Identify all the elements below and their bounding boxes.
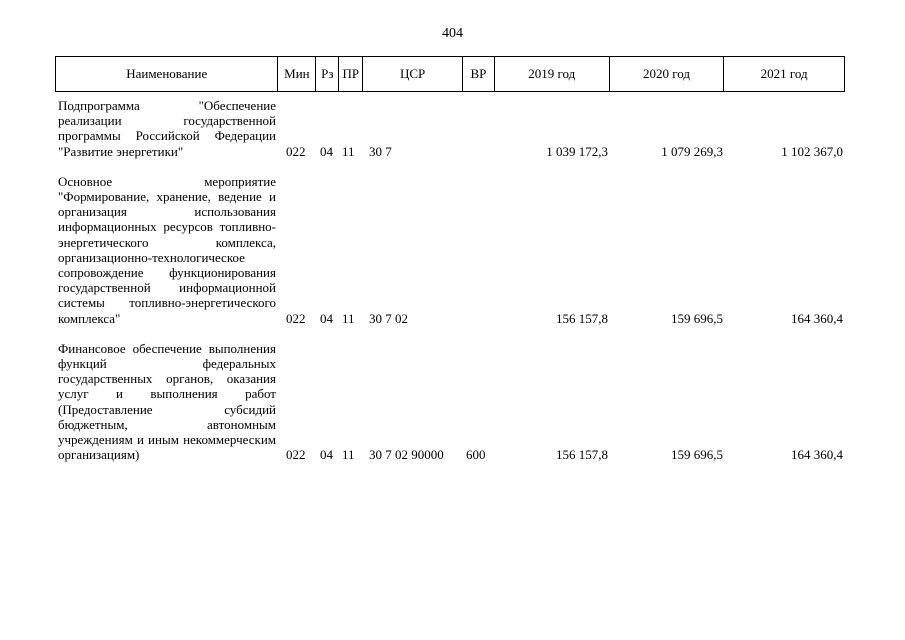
row-rz: 04: [320, 143, 333, 159]
row-2020: 1 079 269,3: [661, 143, 723, 159]
row-2019: 156 157,8: [556, 310, 608, 326]
row-name: Подпрограмма "Обеспечение реализации государственной программы Российской Федерации "Развитие энергетики": [58, 98, 276, 159]
header-min: Мин: [278, 57, 316, 91]
row-pr: 11: [342, 310, 355, 326]
row-min: 022: [286, 447, 306, 463]
row-2020: 159 696,5: [671, 447, 723, 463]
row-min: 022: [286, 143, 306, 159]
header-csr: ЦСР: [363, 57, 463, 91]
row-2021: 1 102 367,0: [781, 143, 843, 159]
row-min: 022: [286, 310, 306, 326]
header-vr: ВР: [463, 57, 495, 91]
row-rz: 04: [320, 447, 333, 463]
row-name: Финансовое обеспечение выполнения функций федеральных государственных органов, оказания услуг и выполнения работ (Предоставление субсидий бюджетным, автономным учреждениям и иным некоммерческим организациям): [58, 340, 276, 463]
page-number: 404: [442, 26, 463, 41]
row-rz: 04: [320, 310, 333, 326]
row-csr: 30 7: [369, 143, 392, 159]
header-name: Наименование: [56, 57, 278, 91]
row-csr: 30 7 02 90000: [369, 447, 444, 463]
row-2020: 159 696,5: [671, 310, 723, 326]
header-rz: Рз: [316, 57, 339, 91]
row-pr: 11: [342, 143, 355, 159]
table-row: [55, 98, 845, 159]
header-pr: ПР: [339, 57, 363, 91]
row-name: Основное мероприятие "Формирование, хранение, ведение и организация использования информационных ресурсов топливно-энергетического комплекса, организационно-технологическое сопровождение функционирования государственной информационной системы топливно-энергетического комплекса": [58, 173, 276, 326]
row-csr: 30 7 02: [369, 310, 408, 326]
header-2020: 2020 год: [610, 57, 725, 91]
row-2021: 164 360,4: [791, 310, 843, 326]
row-2019: 156 157,8: [556, 447, 608, 463]
header-2021: 2021 год: [760, 66, 808, 81]
table-body: [55, 98, 845, 477]
row-vr: 600: [466, 447, 486, 463]
row-2021: 164 360,4: [791, 447, 843, 463]
table-row: [55, 341, 845, 463]
table-row: [55, 174, 845, 326]
row-pr: 11: [342, 447, 355, 463]
table-header: [55, 56, 845, 92]
header-2019: 2019 год: [495, 57, 610, 91]
row-2019: 1 039 172,3: [546, 143, 608, 159]
